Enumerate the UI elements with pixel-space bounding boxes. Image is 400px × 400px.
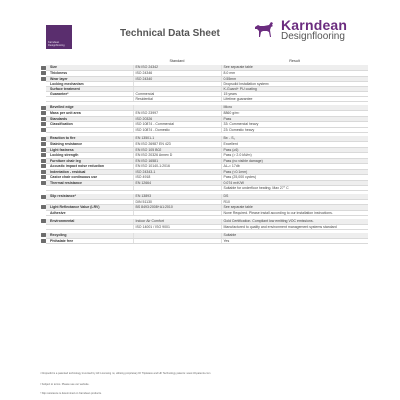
row-result: ΔLᵥ= 17db — [221, 164, 368, 170]
row-label: Bevelled edge — [46, 105, 133, 111]
row-standard: EN ISO 24342 — [133, 65, 221, 71]
row-result: 23: Domestic heavy — [221, 127, 368, 133]
row-icon-cell — [40, 136, 46, 142]
row-standard — [133, 238, 221, 244]
property-icon — [41, 117, 46, 121]
row-standard: ISO 10874 - Commercial — [133, 122, 221, 128]
property-icon — [41, 148, 46, 152]
spec-table-body — [40, 65, 368, 244]
row-label: Environmental — [46, 219, 133, 225]
row-result: Pass (25,000 cycles) — [221, 175, 368, 181]
row-standard: EN ISO 105 B02 — [133, 147, 221, 153]
row-label: Indentation - residual — [46, 169, 133, 175]
row-result: Excellent — [221, 142, 368, 148]
row-label: Size — [46, 65, 133, 71]
property-icon — [41, 122, 46, 126]
row-standard: ISO 20326 — [133, 116, 221, 122]
row-label: Surface treatment — [46, 87, 133, 92]
property-icon — [41, 233, 46, 237]
property-icon — [41, 170, 46, 174]
row-standard: ISO 24340 — [133, 76, 221, 82]
footnote-1: ¹ Dropsolid is a patented technology invented by HF Licensing nv, utilising proprietary DI Tripleiace and HF Technology patents: www.i4f-patents.com — [40, 372, 211, 375]
row-result: Pass (no visible damage) — [221, 158, 368, 164]
property-icon — [41, 159, 46, 163]
property-icon — [41, 195, 46, 199]
row-icon-cell — [40, 147, 46, 153]
row-result: Bꜰₗ - S₁ — [221, 136, 368, 142]
property-icon — [41, 142, 46, 146]
row-result: See separate table — [221, 65, 368, 71]
row-result: Micro — [221, 105, 368, 111]
row-label: Light fastness — [46, 147, 133, 153]
row-label: Locking strength — [46, 153, 133, 159]
row-result: Yes — [221, 238, 368, 244]
row-standard: Residential — [133, 97, 221, 102]
row-result: Dropsolid Installation system¹ — [221, 82, 368, 87]
row-result: Pass — [221, 116, 368, 122]
property-icon — [41, 205, 46, 209]
row-result: R10 — [221, 200, 368, 205]
row-result: K-Guard+ PU coating — [221, 87, 368, 92]
row-label: Wear layer — [46, 76, 133, 82]
row-result: 33: Commercial heavy — [221, 122, 368, 128]
row-standard: DIN 51130 — [133, 200, 221, 205]
row-label: Adhesive — [46, 210, 133, 215]
row-label: Phthalate free — [46, 238, 133, 244]
row-label: Standards — [46, 116, 133, 122]
row-label: Acoustic impact noise reduction — [46, 164, 133, 170]
row-result: 15 years — [221, 92, 368, 97]
row-standard: EN 13893 — [133, 194, 221, 200]
page-title: Technical Data Sheet — [120, 28, 220, 39]
row-standard: EN ISO 16581 — [133, 158, 221, 164]
row-icon-cell — [40, 116, 46, 122]
property-icon — [41, 239, 46, 243]
property-icon — [41, 71, 46, 75]
row-icon-cell — [40, 127, 46, 133]
row-icon-cell — [40, 76, 46, 82]
row-label: Furniture chair leg — [46, 158, 133, 164]
brand-tagline: Designflooring — [281, 31, 345, 42]
row-standard: EN ISO 10140-1:2016 — [133, 164, 221, 170]
row-standard: EN 13501-1 — [133, 136, 221, 142]
row-standard: ISO 4918 — [133, 175, 221, 181]
column-header-result: Result — [289, 59, 300, 63]
property-icon — [41, 219, 46, 223]
row-label: Guarantee² — [46, 92, 133, 97]
row-result: 8.0 mm — [221, 71, 368, 77]
row-result: Manufactured to quality and environment management systems standard — [221, 224, 368, 229]
row-icon-cell — [40, 180, 46, 186]
row-standard: Indoor Air Comfort — [133, 219, 221, 225]
table-row — [40, 238, 368, 244]
footnote-3: ³ Slip resistance is determined on Karndean products. — [40, 392, 102, 395]
row-result: 0.074 m²K/W — [221, 180, 368, 186]
row-standard: ISO 10874 - Domestic — [133, 127, 221, 133]
row-result: Pass (> 2.0 kN/m) — [221, 153, 368, 159]
row-standard: EN ISO 23997 — [133, 111, 221, 117]
column-header-standard: Standard — [169, 59, 185, 63]
row-result: Gold Certification. Compliant low emitting VOC emissions. — [221, 219, 368, 225]
row-icon-cell — [40, 65, 46, 71]
property-icon — [41, 181, 46, 185]
badge-line-2: Designflooring — [48, 44, 65, 47]
row-standard: BS 8493:2008+A1:2010 — [133, 205, 221, 211]
property-icon — [41, 66, 46, 70]
row-icon-cell — [40, 238, 46, 244]
row-standard: ISO 24343-1 — [133, 169, 221, 175]
row-icon-cell — [40, 194, 46, 200]
property-icon — [41, 164, 46, 168]
row-label: Thickness — [46, 71, 133, 77]
row-label: Recycling — [46, 233, 133, 239]
row-standard: ISO 24346 — [133, 71, 221, 77]
row-result: 8860 g/m² — [221, 111, 368, 117]
row-label: Light Reflectance Value (LRV) — [46, 205, 133, 211]
property-icon — [41, 128, 46, 132]
badge-line-1: Karndean — [48, 41, 60, 44]
row-result: Pass (<0.1mm) — [221, 169, 368, 175]
spec-table — [40, 59, 368, 244]
row-result: None Required. Please install according to our installation instructions. — [221, 210, 368, 215]
property-icon — [41, 111, 46, 115]
row-result: Suitable for underfloor heating. Max 27° C — [221, 186, 368, 191]
row-label: Mass per unit area — [46, 111, 133, 117]
row-label: Slip resistance³ — [46, 194, 133, 200]
row-label: Castor chair continuous use — [46, 175, 133, 181]
property-icon — [41, 137, 46, 141]
row-label: Reaction to fire — [46, 136, 133, 142]
row-label: Locking mechanism — [46, 82, 133, 87]
row-standard: Commercial — [133, 92, 221, 97]
row-icon-cell — [40, 158, 46, 164]
row-icon-cell — [40, 169, 46, 175]
row-standard: EN ISO 26987 EN 423 — [133, 142, 221, 148]
row-label: Classification — [46, 122, 133, 128]
row-standard: ISO 14001 / ISO 9001 — [133, 224, 221, 229]
brand-name: Karndean — [281, 17, 348, 33]
dog-logo-icon — [252, 17, 276, 41]
row-result: 0.55mm — [221, 76, 368, 82]
row-icon-cell — [40, 105, 46, 111]
row-standard: EN ISO 20326 Annex D — [133, 153, 221, 159]
row-result: Lifetime guarantee — [221, 97, 368, 102]
row-icon-cell — [40, 219, 46, 225]
property-icon — [41, 153, 46, 157]
row-label: Thermal resistance — [46, 180, 133, 186]
row-result: Pass (≥6) — [221, 147, 368, 153]
row-result: DS — [221, 194, 368, 200]
property-icon — [41, 106, 46, 110]
row-result: See separate table — [221, 205, 368, 211]
footnote-2: ² Subject to terms. Please see our website. — [40, 383, 90, 386]
row-result: Suitable — [221, 233, 368, 239]
row-icon-cell — [40, 205, 46, 211]
brand-badge — [46, 25, 72, 49]
row-standard: EN 12664 — [133, 180, 221, 186]
property-icon — [41, 175, 46, 179]
row-label: Staining resistance — [46, 142, 133, 148]
property-icon — [41, 77, 46, 81]
